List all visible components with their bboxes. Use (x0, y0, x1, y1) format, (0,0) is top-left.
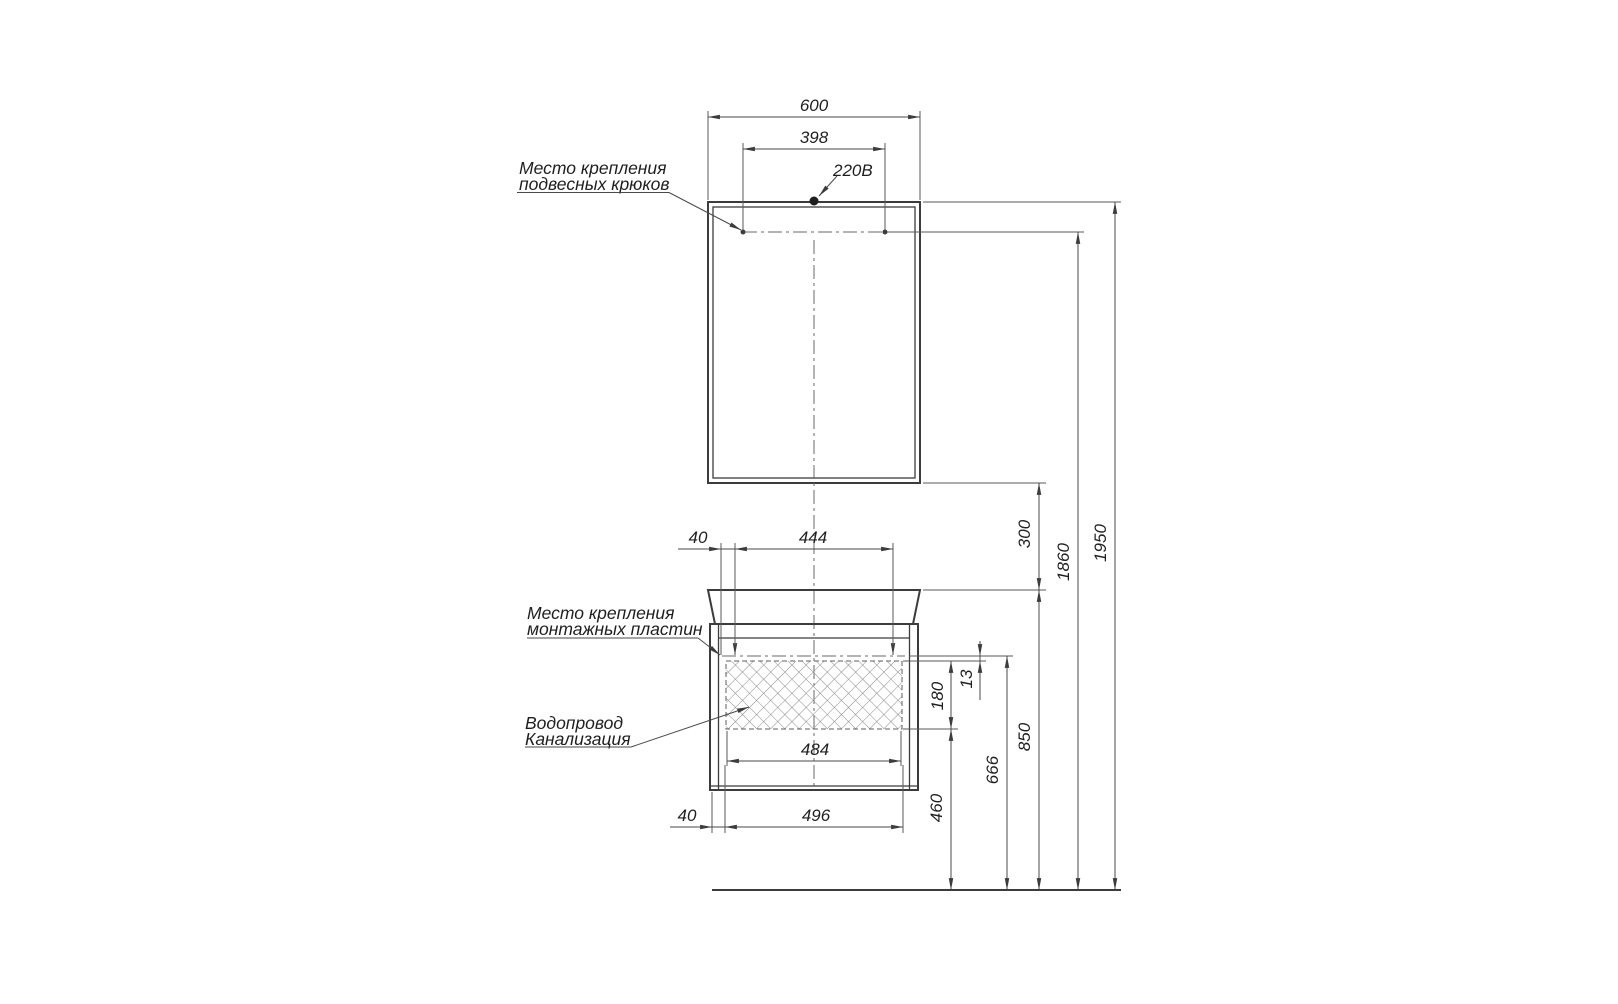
dim-1950: 1950 (1091, 524, 1110, 562)
dimension-plate-to-zone-gap (957, 641, 980, 700)
utilities-zone-hatch (726, 661, 902, 729)
label-plates (527, 603, 720, 655)
dim-13: 13 (957, 669, 976, 689)
dim-40-top: 40 (688, 528, 708, 547)
dim-398: 398 (799, 128, 829, 147)
dimension-bottom-side-offset (670, 806, 725, 827)
hooks-leader (669, 193, 741, 231)
dimension-hooks-height (1054, 232, 1078, 890)
label-power: 220В (833, 161, 873, 180)
dimension-zone-width (727, 740, 901, 761)
dim-460: 460 (927, 793, 946, 823)
label-utilities-line2: Канализация (525, 729, 631, 749)
dimension-mirror-width (708, 96, 920, 117)
label-plates-line2: монтажных пластин (527, 619, 703, 639)
dim-496: 496 (801, 806, 831, 825)
label-hooks-line2: подвесных крюков (519, 174, 670, 194)
dim-1860: 1860 (1054, 543, 1073, 581)
dim-850: 850 (1015, 722, 1034, 752)
dim-300: 300 (1015, 519, 1034, 549)
hook-point-left (741, 230, 746, 235)
dimension-plates-line-height (983, 656, 1007, 890)
dim-180: 180 (928, 681, 947, 711)
dimension-zone-bottom-height (927, 729, 951, 890)
label-utilities-line1: Водопровод (525, 713, 624, 733)
dimension-plate-offset-top (678, 528, 735, 549)
dim-444: 444 (798, 528, 828, 547)
dimension-plates-span (735, 528, 893, 549)
hook-point-right (883, 230, 888, 235)
power-callout (810, 161, 873, 206)
dimension-total-height (1091, 202, 1115, 890)
dimension-mirror-to-sink-gap (1015, 483, 1039, 590)
dimension-hooks-span (743, 128, 885, 149)
power-point (810, 197, 819, 206)
dim-484: 484 (800, 740, 830, 759)
label-plates-line1: Место крепления (527, 603, 675, 623)
dim-666: 666 (983, 755, 1002, 785)
dimension-sink-top-height (1015, 590, 1039, 890)
label-utilities (525, 707, 749, 749)
dimension-cabinet-opening-width (725, 806, 903, 827)
dimension-zone-height (928, 661, 951, 729)
label-hooks-line1: Место крепления (519, 158, 667, 178)
dim-40-bottom: 40 (677, 806, 697, 825)
dim-600: 600 (799, 96, 829, 115)
